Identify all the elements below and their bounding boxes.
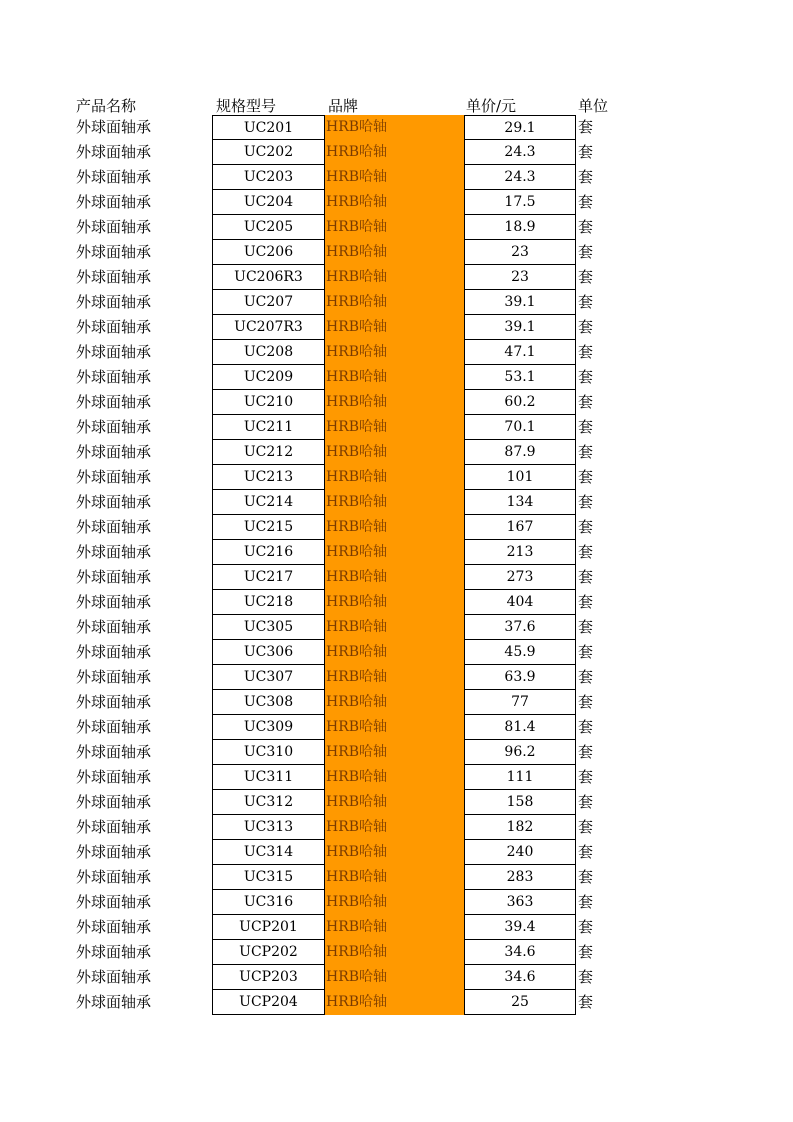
table-row (0, 615, 793, 640)
product-name-cell: 外球面轴承 (76, 443, 152, 461)
unit-cell: 套 (578, 318, 594, 336)
model-cell: UC212 (212, 440, 325, 465)
brand-cell: HRB哈轴 (325, 940, 464, 965)
model-cell: UC207 (212, 290, 325, 315)
model-cell: UC207R3 (212, 315, 325, 340)
model-cell: UC201 (212, 115, 325, 140)
product-name-cell: 外球面轴承 (76, 868, 152, 886)
price-cell: 23 (464, 240, 576, 265)
table-row (0, 715, 793, 740)
model-cell: UCP203 (212, 965, 325, 990)
table-row (0, 915, 793, 940)
model-cell: UC206 (212, 240, 325, 265)
table-row (0, 240, 793, 265)
brand-cell: HRB哈轴 (325, 340, 464, 365)
brand-cell: HRB哈轴 (325, 990, 464, 1015)
brand-cell: HRB哈轴 (325, 115, 464, 140)
product-name-cell: 外球面轴承 (76, 118, 152, 136)
brand-cell: HRB哈轴 (325, 540, 464, 565)
unit-cell: 套 (578, 743, 594, 761)
brand-cell: HRB哈轴 (325, 240, 464, 265)
unit-cell: 套 (578, 418, 594, 436)
product-name-cell: 外球面轴承 (76, 918, 152, 936)
brand-cell: HRB哈轴 (325, 165, 464, 190)
unit-cell: 套 (578, 893, 594, 911)
price-cell: 34.6 (464, 940, 576, 965)
brand-cell: HRB哈轴 (325, 440, 464, 465)
unit-cell: 套 (578, 918, 594, 936)
unit-cell: 套 (578, 368, 594, 386)
model-cell: UC214 (212, 490, 325, 515)
product-name-cell: 外球面轴承 (76, 218, 152, 236)
unit-cell: 套 (578, 718, 594, 736)
product-name-cell: 外球面轴承 (76, 518, 152, 536)
unit-cell: 套 (578, 118, 594, 136)
brand-cell: HRB哈轴 (325, 290, 464, 315)
product-name-cell: 外球面轴承 (76, 568, 152, 586)
table-row (0, 365, 793, 390)
product-name-cell: 外球面轴承 (76, 618, 152, 636)
brand-cell: HRB哈轴 (325, 140, 464, 165)
table-row (0, 215, 793, 240)
price-cell: 134 (464, 490, 576, 515)
model-cell: UC305 (212, 615, 325, 640)
table-row (0, 115, 793, 140)
product-name-cell: 外球面轴承 (76, 343, 152, 361)
brand-cell: HRB哈轴 (325, 765, 464, 790)
unit-cell: 套 (578, 593, 594, 611)
unit-cell: 套 (578, 868, 594, 886)
unit-cell: 套 (578, 543, 594, 561)
unit-cell: 套 (578, 293, 594, 311)
product-name-cell: 外球面轴承 (76, 893, 152, 911)
unit-cell: 套 (578, 818, 594, 836)
table-row (0, 865, 793, 890)
brand-cell: HRB哈轴 (325, 715, 464, 740)
model-cell: UC310 (212, 740, 325, 765)
brand-cell: HRB哈轴 (325, 790, 464, 815)
unit-cell: 套 (578, 843, 594, 861)
model-cell: UC210 (212, 390, 325, 415)
unit-cell: 套 (578, 393, 594, 411)
table-row (0, 290, 793, 315)
brand-cell: HRB哈轴 (325, 390, 464, 415)
product-name-cell: 外球面轴承 (76, 793, 152, 811)
unit-cell: 套 (578, 943, 594, 961)
price-cell: 47.1 (464, 340, 576, 365)
table-row (0, 465, 793, 490)
brand-cell: HRB哈轴 (325, 615, 464, 640)
brand-cell: HRB哈轴 (325, 565, 464, 590)
unit-cell: 套 (578, 143, 594, 161)
unit-cell: 套 (578, 768, 594, 786)
model-cell: UC211 (212, 415, 325, 440)
unit-cell: 套 (578, 693, 594, 711)
price-cell: 39.1 (464, 315, 576, 340)
price-cell: 39.4 (464, 915, 576, 940)
product-name-cell: 外球面轴承 (76, 543, 152, 561)
product-name-cell: 外球面轴承 (76, 393, 152, 411)
unit-cell: 套 (578, 793, 594, 811)
brand-cell: HRB哈轴 (325, 815, 464, 840)
product-name-cell: 外球面轴承 (76, 718, 152, 736)
price-cell: 17.5 (464, 190, 576, 215)
table-row (0, 740, 793, 765)
brand-cell: HRB哈轴 (325, 515, 464, 540)
model-cell: UC204 (212, 190, 325, 215)
table-row (0, 165, 793, 190)
unit-cell: 套 (578, 168, 594, 186)
price-cell: 18.9 (464, 215, 576, 240)
table-row (0, 815, 793, 840)
price-cell: 363 (464, 890, 576, 915)
header-price: 单价/元 (466, 97, 517, 115)
model-cell: UC208 (212, 340, 325, 365)
price-cell: 53.1 (464, 365, 576, 390)
price-cell: 101 (464, 465, 576, 490)
price-cell: 81.4 (464, 715, 576, 740)
product-name-cell: 外球面轴承 (76, 493, 152, 511)
price-cell: 25 (464, 990, 576, 1015)
model-cell: UC311 (212, 765, 325, 790)
table-row (0, 440, 793, 465)
price-cell: 111 (464, 765, 576, 790)
table-row (0, 540, 793, 565)
header-brand: 品牌 (328, 97, 359, 115)
product-name-cell: 外球面轴承 (76, 293, 152, 311)
model-cell: UC206R3 (212, 265, 325, 290)
price-cell: 167 (464, 515, 576, 540)
table-row (0, 340, 793, 365)
model-cell: UC316 (212, 890, 325, 915)
brand-cell: HRB哈轴 (325, 965, 464, 990)
price-cell: 240 (464, 840, 576, 865)
price-cell: 182 (464, 815, 576, 840)
brand-cell: HRB哈轴 (325, 265, 464, 290)
product-name-cell: 外球面轴承 (76, 268, 152, 286)
product-name-cell: 外球面轴承 (76, 193, 152, 211)
model-cell: UC213 (212, 465, 325, 490)
brand-cell: HRB哈轴 (325, 690, 464, 715)
table-row (0, 565, 793, 590)
unit-cell: 套 (578, 493, 594, 511)
unit-cell: 套 (578, 968, 594, 986)
header-product-name: 产品名称 (76, 97, 137, 115)
unit-cell: 套 (578, 193, 594, 211)
product-name-cell: 外球面轴承 (76, 643, 152, 661)
brand-cell: HRB哈轴 (325, 665, 464, 690)
brand-cell: HRB哈轴 (325, 740, 464, 765)
model-cell: UC314 (212, 840, 325, 865)
table-row (0, 315, 793, 340)
brand-cell: HRB哈轴 (325, 590, 464, 615)
unit-cell: 套 (578, 568, 594, 586)
unit-cell: 套 (578, 443, 594, 461)
price-cell: 60.2 (464, 390, 576, 415)
header-model: 规格型号 (216, 97, 277, 115)
product-name-cell: 外球面轴承 (76, 593, 152, 611)
product-name-cell: 外球面轴承 (76, 168, 152, 186)
product-name-cell: 外球面轴承 (76, 468, 152, 486)
model-cell: UC203 (212, 165, 325, 190)
price-cell: 158 (464, 790, 576, 815)
product-name-cell: 外球面轴承 (76, 668, 152, 686)
brand-cell: HRB哈轴 (325, 915, 464, 940)
price-cell: 213 (464, 540, 576, 565)
model-cell: UC315 (212, 865, 325, 890)
model-cell: UC312 (212, 790, 325, 815)
price-cell: 87.9 (464, 440, 576, 465)
price-cell: 273 (464, 565, 576, 590)
model-cell: UC218 (212, 590, 325, 615)
model-cell: UCP204 (212, 990, 325, 1015)
table-row (0, 515, 793, 540)
table-row (0, 140, 793, 165)
unit-cell: 套 (578, 618, 594, 636)
product-name-cell: 外球面轴承 (76, 143, 152, 161)
product-name-cell: 外球面轴承 (76, 243, 152, 261)
unit-cell: 套 (578, 518, 594, 536)
table-row (0, 640, 793, 665)
price-cell: 63.9 (464, 665, 576, 690)
table-row (0, 840, 793, 865)
table-row (0, 940, 793, 965)
model-cell: UC216 (212, 540, 325, 565)
model-cell: UC308 (212, 690, 325, 715)
table-row (0, 390, 793, 415)
brand-cell: HRB哈轴 (325, 865, 464, 890)
model-cell: UC307 (212, 665, 325, 690)
product-name-cell: 外球面轴承 (76, 943, 152, 961)
table-row (0, 790, 793, 815)
brand-cell: HRB哈轴 (325, 465, 464, 490)
brand-cell: HRB哈轴 (325, 215, 464, 240)
model-cell: UC205 (212, 215, 325, 240)
price-cell: 70.1 (464, 415, 576, 440)
table-row (0, 765, 793, 790)
product-name-cell: 外球面轴承 (76, 768, 152, 786)
price-cell: 77 (464, 690, 576, 715)
price-cell: 96.2 (464, 740, 576, 765)
price-cell: 39.1 (464, 290, 576, 315)
model-cell: UC306 (212, 640, 325, 665)
model-cell: UC313 (212, 815, 325, 840)
brand-cell: HRB哈轴 (325, 365, 464, 390)
price-cell: 24.3 (464, 165, 576, 190)
model-cell: UCP201 (212, 915, 325, 940)
table-row (0, 415, 793, 440)
price-cell: 283 (464, 865, 576, 890)
unit-cell: 套 (578, 343, 594, 361)
unit-cell: 套 (578, 243, 594, 261)
product-name-cell: 外球面轴承 (76, 418, 152, 436)
product-name-cell: 外球面轴承 (76, 843, 152, 861)
price-cell: 23 (464, 265, 576, 290)
model-cell: UC309 (212, 715, 325, 740)
brand-cell: HRB哈轴 (325, 890, 464, 915)
unit-cell: 套 (578, 993, 594, 1011)
model-cell: UC217 (212, 565, 325, 590)
unit-cell: 套 (578, 643, 594, 661)
price-cell: 34.6 (464, 965, 576, 990)
table-row (0, 490, 793, 515)
price-cell: 24.3 (464, 140, 576, 165)
table-row (0, 265, 793, 290)
product-name-cell: 外球面轴承 (76, 743, 152, 761)
model-cell: UCP202 (212, 940, 325, 965)
table-row (0, 890, 793, 915)
table-row (0, 190, 793, 215)
product-name-cell: 外球面轴承 (76, 368, 152, 386)
table-row (0, 665, 793, 690)
table-row (0, 965, 793, 990)
product-name-cell: 外球面轴承 (76, 318, 152, 336)
product-name-cell: 外球面轴承 (76, 993, 152, 1011)
product-name-cell: 外球面轴承 (76, 968, 152, 986)
table-row (0, 990, 793, 1015)
brand-cell: HRB哈轴 (325, 190, 464, 215)
unit-cell: 套 (578, 468, 594, 486)
model-cell: UC202 (212, 140, 325, 165)
brand-cell: HRB哈轴 (325, 840, 464, 865)
unit-cell: 套 (578, 668, 594, 686)
table-row (0, 590, 793, 615)
brand-cell: HRB哈轴 (325, 640, 464, 665)
product-name-cell: 外球面轴承 (76, 693, 152, 711)
price-cell: 45.9 (464, 640, 576, 665)
price-cell: 37.6 (464, 615, 576, 640)
price-cell: 29.1 (464, 115, 576, 140)
brand-cell: HRB哈轴 (325, 415, 464, 440)
unit-cell: 套 (578, 268, 594, 286)
price-cell: 404 (464, 590, 576, 615)
table-row (0, 690, 793, 715)
product-name-cell: 外球面轴承 (76, 818, 152, 836)
unit-cell: 套 (578, 218, 594, 236)
brand-cell: HRB哈轴 (325, 490, 464, 515)
brand-cell: HRB哈轴 (325, 315, 464, 340)
model-cell: UC209 (212, 365, 325, 390)
model-cell: UC215 (212, 515, 325, 540)
header-unit: 单位 (578, 97, 609, 115)
